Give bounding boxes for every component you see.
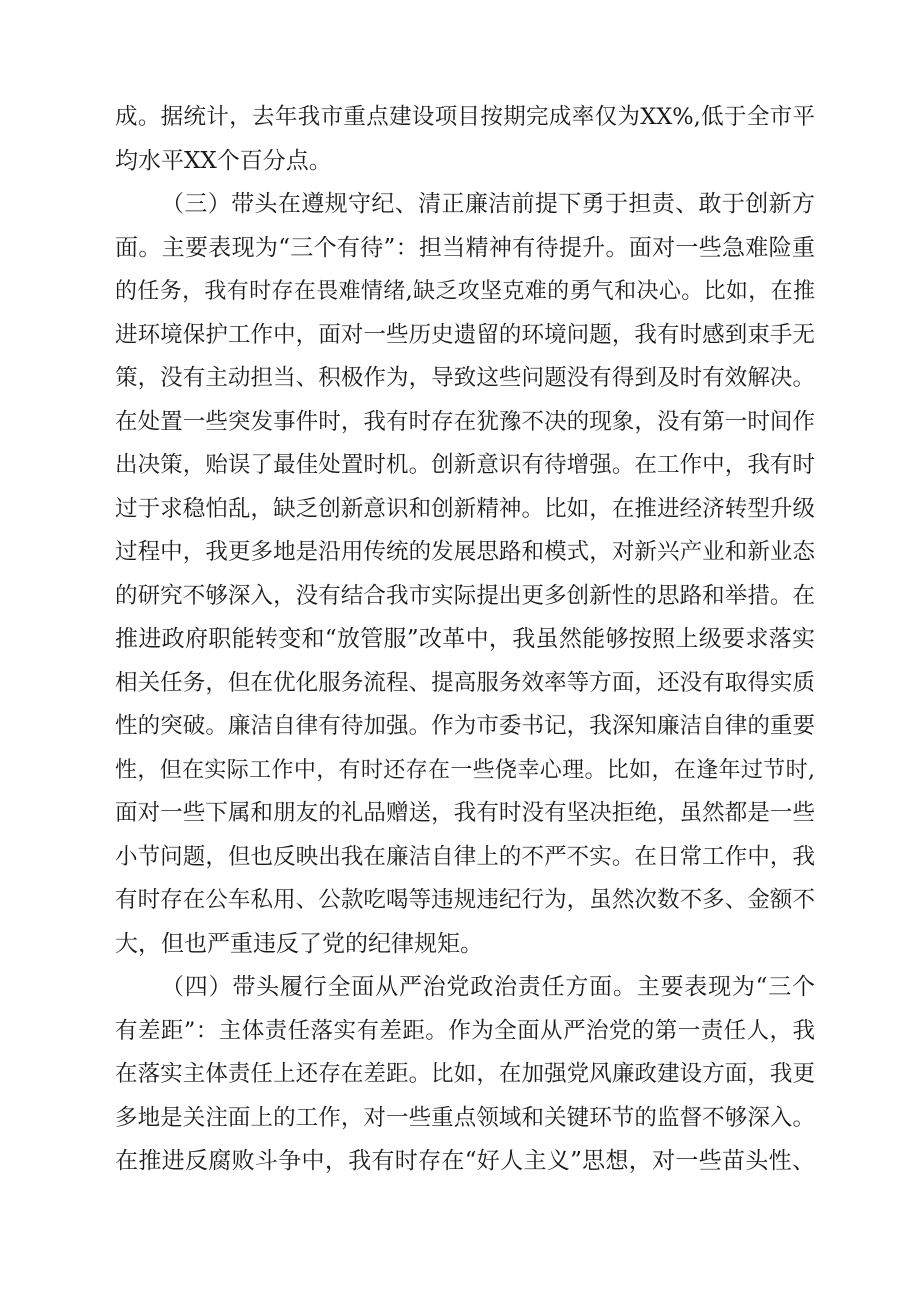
- text-line: 出决策，贻误了最佳处置时机。创新意识有待增强。在工作中，我有时: [115, 452, 815, 478]
- text-line: 在推进反腐败斗争中，我有时存在“好人主义”思想，对一些苗头性、: [115, 1148, 815, 1174]
- text-line: 多地是关注面上的工作，对一些重点领域和关键环节的监督不够深入。: [115, 1104, 815, 1131]
- text-line: 相关任务，但在优化服务流程、提高服务效率等方面，还没有取得实质: [115, 669, 815, 696]
- text-line: 面对一些下属和朋友的礼品赠送，我有时没有坚决拒绝，虽然都是一些: [115, 800, 815, 826]
- text-line: 均水平XX个百分点。: [115, 147, 332, 174]
- text-line: 面。主要表现为“三个有待”：担当精神有待提升。面对一些急难险重: [115, 234, 815, 261]
- text-line: 小节问题，但也反映出我在廉洁自律上的不严不实。在日常工作中，我: [115, 843, 815, 870]
- text-line: 的任务，我有时存在畏难情绪,缺乏攻坚克难的勇气和决心。比如，在推: [115, 279, 815, 304]
- paragraph-start-line: （四）带头履行全面从严治党政治责任方面。主要表现为“三个: [161, 974, 815, 1000]
- text-line: 进环境保护工作中，面对一些历史遗留的环境问题，我有时感到束手无: [115, 321, 815, 348]
- text-line: 过程中，我更多地是沿用传统的发展思路和模式，对新兴产业和新业态: [115, 539, 815, 565]
- text-line: 成。据统计，去年我市重点建设项目按期完成率仅为XX%,低于全市平: [115, 104, 815, 130]
- text-line: 策，没有主动担当、积极作为，导致这些问题没有得到及时有效解决。: [115, 365, 815, 391]
- paragraph-start-line: （三）带头在遵规守纪、清正廉洁前提下勇于担责、敢于创新方: [161, 191, 815, 217]
- text-line: 大，但也严重违反了党的纪律规矩。: [115, 930, 483, 957]
- text-line: 在处置一些突发事件时，我有时存在犹豫不决的现象，没有第一时间作: [115, 408, 815, 435]
- body-text: [115, 96, 815, 1184]
- text-line: 性，但在实际工作中，有时还存在一些侥幸心理。比如，在逢年过节时,: [115, 757, 815, 783]
- text-line: 有差距”：主体责任落实有差距。作为全面从严治党的第一责任人，我: [115, 1017, 815, 1044]
- text-line: 推进政府职能转变和“放管服”改革中，我虽然能够按照上级要求落实: [115, 626, 815, 652]
- text-line: 性的突破。廉洁自律有待加强。作为市委书记，我深知廉洁自律的重要: [115, 713, 815, 739]
- text-line: 在落实主体责任上还存在差距。比如，在加强党风廉政建设方面，我更: [115, 1061, 815, 1087]
- text-line: 有时存在公车私用、公款吃喝等违规违纪行为，虽然次数不多、金额不: [115, 887, 815, 913]
- text-line: 的研究不够深入，没有结合我市实际提出更多创新性的思路和举措。在: [115, 582, 815, 609]
- text-line: 过于求稳怕乱，缺乏创新意识和创新精神。比如，在推进经济转型升级: [115, 495, 815, 522]
